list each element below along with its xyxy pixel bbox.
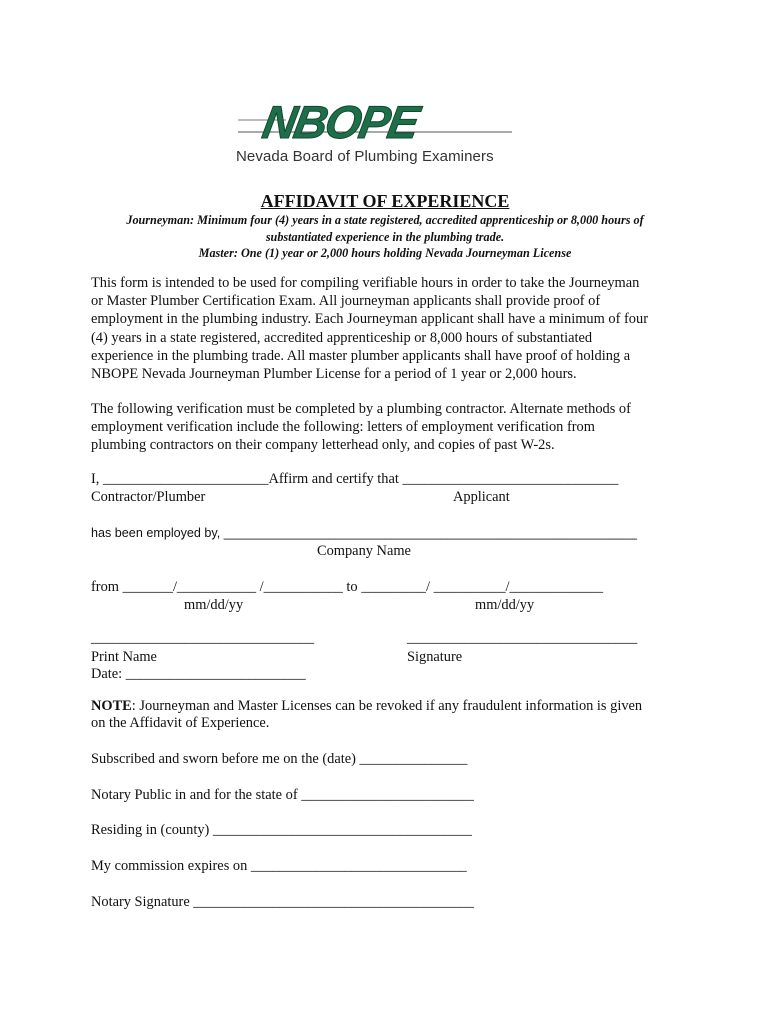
signature-field[interactable]: ________________________________ [407,630,638,646]
print-name-field[interactable]: _______________________________ [91,630,315,646]
verification-line: The following verification must be completed by a plumbing contractor. Alternate methods of [91,401,631,417]
to-date-format-label: mm/dd/yy [475,597,535,613]
notary-signature-field[interactable]: Notary Signature _______________________________________ [91,894,474,910]
company-name-label: Company Name [317,543,411,559]
note-label: NOTE [91,698,132,714]
form-title: AFFIDAVIT OF EXPERIENCE [260,191,510,211]
requirement-master: Master: One (1) year or 2,000 hours holding Nevada Journeyman License [198,246,572,260]
signature-label: Signature [407,649,463,665]
intro-line: (4) years in a state registered, accredited apprenticeship or 8,000 hours of substantiated [91,329,593,346]
note-line-1 [91,697,642,715]
note-line-2: on the Affidavit of Experience. [91,715,270,731]
intro-paragraph [91,274,691,383]
affirm-line[interactable]: I, _______________________Affirm and certify that ______________________________ [91,471,619,487]
intro-line: NBOPE Nevada Journeyman Plumber License for a period of 1 year or 2,000 hours. [91,366,577,383]
intro-line: employment in the plumbing industry. Each Journeyman applicant shall have a minimum of four [91,311,648,328]
intro-line: experience in the plumbing trade. All master plumber applicants shall have proof of holding a [91,347,631,364]
verification-paragraph [91,400,691,455]
employed-by-line[interactable]: has been employed by, ___________________________________________________________ [91,526,638,540]
contractor-plumber-label: Contractor/Plumber [91,489,206,505]
nbope-logo [226,96,526,172]
residing-county-field[interactable]: Residing in (county) ____________________________________ [91,822,472,838]
notary-state-field[interactable]: Notary Public in and for the state of ________________________ [91,787,474,803]
applicant-label: Applicant [453,489,510,505]
requirement-journeyman: Journeyman: Minimum four (4) years in a state registered, accredited apprenticeship or 8,000 hours of [126,213,644,227]
date-field[interactable]: Date: _________________________ [91,666,306,682]
note-text: : Journeyman and Master Licenses can be revoked if any fraudulent information is given [131,698,643,714]
logo-wordmark: NBOPE [258,96,422,148]
commission-expires-field[interactable]: My commission expires on ______________________________ [91,858,467,874]
verification-line: employment verification include the following: letters of employment verification from [91,419,595,436]
intro-line: This form is intended to be used for compiling verifiable hours in order to take the Journeyman [91,275,640,291]
from-date-format-label: mm/dd/yy [184,597,244,613]
employment-dates-line[interactable]: from _______/___________ /___________ to _________/ __________/_____________ [91,579,604,595]
logo-subtitle: Nevada Board of Plumbing Examiners [236,148,494,165]
sworn-date-field[interactable]: Subscribed and sworn before me on the (date) _______________ [91,751,468,767]
intro-line: or Master Plumber Certification Exam. All journeyman applicants shall provide proof of [91,293,601,310]
verification-line: plumbing contractors on their company letterhead only, and copies of past W-2s. [91,437,555,454]
nbope-wordmark-graphic [226,96,526,148]
requirement-journeyman-cont: substantiated experience in the plumbing trade. [265,230,505,244]
print-name-label: Print Name [91,649,157,665]
